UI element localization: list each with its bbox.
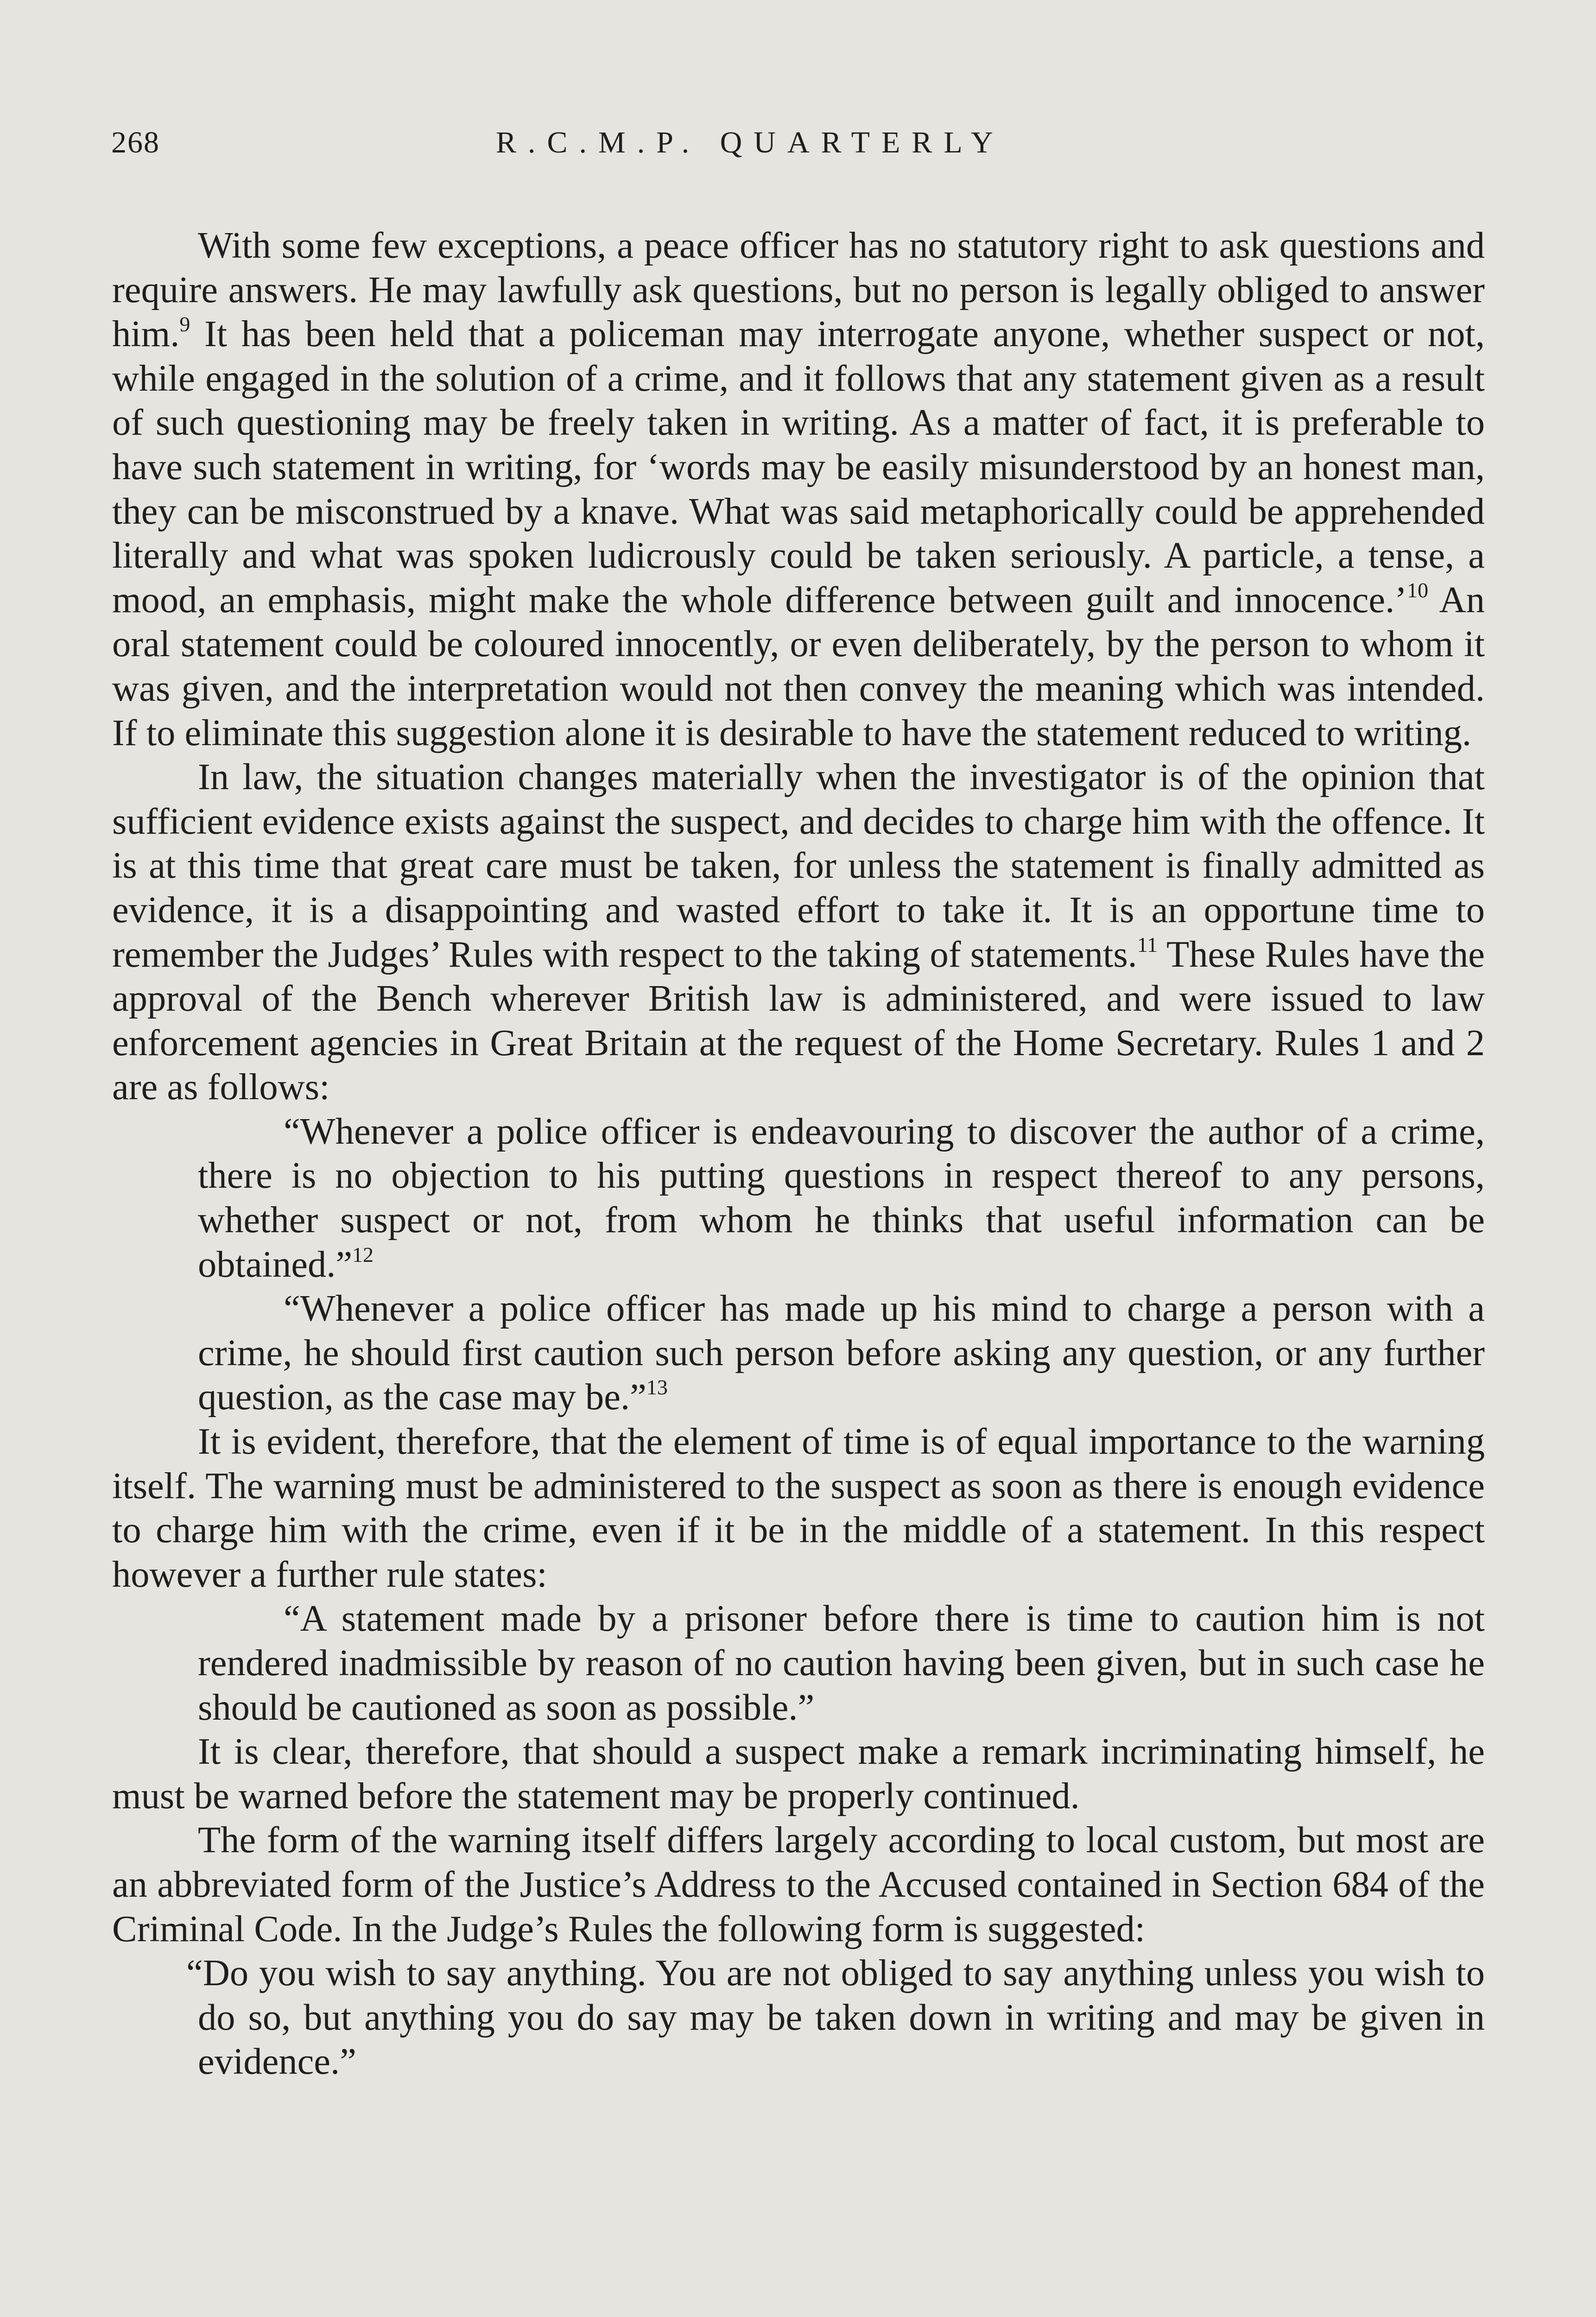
paragraph-3: It is evident, therefore, that the element of time is of equal importance to the warning itself. The warning must be administered to the suspect as soon as there is enough evidence to charge him with the crime, even if it be in the middle of a statement. In this respect however a further rule states: (112, 1421, 1485, 1595)
paragraph-1-text-a: With some few exceptions, a peace officer has no statutory right to ask questions and require answers. He may lawfully ask questions, but no person is legally obliged to answer him. (112, 225, 1485, 355)
paragraph-1-text-b: It has been held that a policeman may interrogate anyone, whether suspect or not, while engaged in the solution of a crime, and it follows that any statement given as a result of such questioning may be freely taken in writing. As a matter of fact, it is preferable to have such statement in writing, for ‘words may be easily misunderstood by an honest man, they can be misconstrued by a knave. What was said metaphorically could be apprehended literally and what was spoken ludicrously could be taken seriously. A particle, a tense, a mood, an emphasis, might make the whole difference between guilt and innocence.’ (112, 313, 1485, 620)
page-number: 268 (111, 126, 160, 159)
paragraph-1-text-c: An oral statement could be coloured innocently, or even deliberately, by the person to whom it was given, and the interpretation would not then convey the meaning which was intended. If to eliminate this suggestion alone it is desirable to have the statement reduced to writing. (112, 579, 1485, 753)
paragraph-4: It is clear, therefore, that should a suspect make a remark incriminating himself, he must be warned before the statement may be properly continued. (112, 1731, 1485, 1817)
paragraph-2-text-b: These Rules have the approval of the Bench wherever British law is administered, and were issued to law enforcement agencies in Great Britain at the request of the Home Secretary. Rules 1 and 2 are as follows: (112, 933, 1485, 1108)
page-header (111, 125, 1483, 176)
body-text (112, 223, 1485, 2084)
quote-caution-form: “Do you wish to say anything. You are not obliged to say anything unless you wish to do so, but anything you do say may be taken down in writing and may be given in evidence.” (186, 1952, 1485, 2083)
paragraph-5: The form of the warning itself differs largely according to local custom, but most are an abbreviated form of the Justice’s Address to the Accused contained in Section 684 of the Criminal Code. In the Judge’s Rules the following form is suggested: (112, 1819, 1485, 1950)
quote-rule-2 (198, 1286, 1485, 1419)
quote-rule-1 (198, 1109, 1485, 1286)
quote-rule-2-text: “Whenever a police officer has made up his mind to charge a person with a crime, he should first caution such person before asking any question, or any further question, as the case may be.” (198, 1288, 1485, 1418)
footnote-ref-10: 10 (1407, 578, 1429, 602)
paragraph-1 (112, 223, 1485, 755)
paragraph-2-text-a: In law, the situation changes materially when the investigator is of the opinion that sufficient evidence exists against the suspect, and decides to charge him with the offence. It is at this time that great care must be taken, for unless the statement is finally admitted as evidence, it is a disappointing and wasted effort to take it. It is an opportune time to remember the Judges’ Rules with respect to the taking of statements. (112, 756, 1485, 975)
footnote-ref-9: 9 (179, 312, 190, 336)
footnote-ref-11: 11 (1137, 932, 1158, 956)
paragraph-2 (112, 755, 1485, 1109)
running-head: R.C.M.P. QUARTERLY (496, 126, 1005, 159)
footnote-ref-12: 12 (352, 1242, 374, 1266)
quote-rule-1-text: “Whenever a police officer is endeavouring to discover the author of a crime, there is no objection to his putting questions in respect thereof to any persons, whether suspect or not, from whom he thinks that useful information can be obtained.” (198, 1110, 1485, 1285)
quote-rule-3: “A statement made by a prisoner before there is time to caution him is not rendered inadmissible by reason of no caution having been given, but in such case he should be cautioned as soon as possible.” (198, 1598, 1485, 1728)
footnote-ref-13: 13 (646, 1375, 668, 1399)
